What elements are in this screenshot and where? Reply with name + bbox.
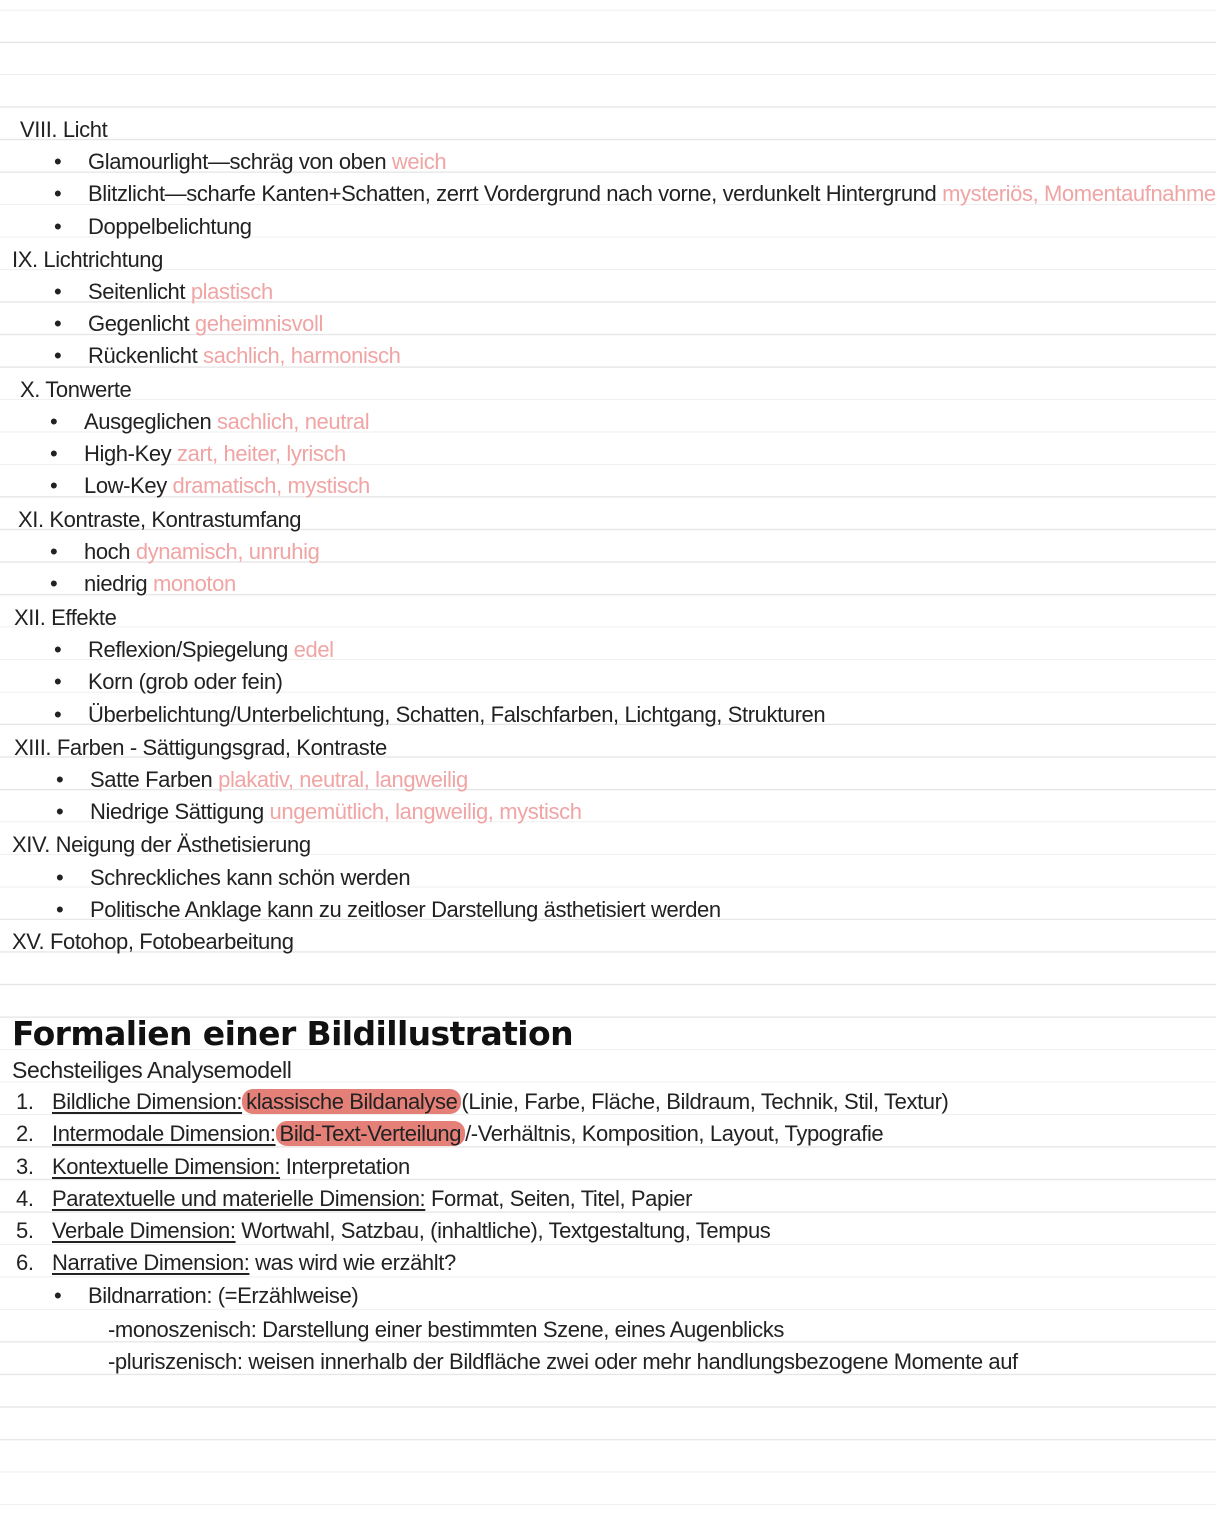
bullet-icon: •: [54, 279, 62, 304]
list-item: [54, 278, 273, 306]
item-rest: (Linie, Farbe, Fläche, Bildraum, Technik, Stil, Textur): [461, 1089, 949, 1114]
section-title-fotoshop: XV. Fotohop, Fotobearbeitung: [12, 929, 294, 954]
subheading: Sechsteiliges Analysemodell: [12, 1057, 292, 1083]
item-note: ungemütlich, langweilig, mystisch: [269, 799, 582, 824]
item-text: Politische Anklage kann zu zeitloser Darstellung ästhetisiert werden: [90, 897, 721, 922]
item-text: Niedrige Sättigung: [90, 799, 264, 824]
item-number: 6.: [16, 1250, 34, 1275]
list-item: [16, 1153, 410, 1181]
bullet-icon: •: [54, 669, 62, 694]
list-item: [16, 1120, 883, 1148]
item-text: High-Key: [84, 441, 172, 466]
item-text: Ausgeglichen: [84, 409, 212, 434]
item-number: 4.: [16, 1186, 34, 1211]
item-text: Korn (grob oder fein): [88, 669, 283, 694]
list-item: [54, 701, 825, 729]
item-text: Blitzlicht—scharfe Kanten+Schatten, zerrt Vordergrund nach vorne, verdunkelt Hintergrund: [88, 181, 937, 206]
item-label: Bildliche Dimension:: [52, 1089, 243, 1114]
item-note: dynamisch, unruhig: [135, 539, 320, 564]
section-title-lichtrichtung: IX. Lichtrichtung: [12, 247, 163, 272]
list-item: [56, 864, 410, 892]
list-item: [50, 570, 236, 598]
item-note: plakativ, neutral, langweilig: [218, 767, 468, 792]
list-item: [54, 180, 1216, 208]
item-text: Doppelbelichtung: [88, 214, 252, 239]
bullet-icon: •: [50, 409, 58, 434]
list-item: [16, 1249, 456, 1277]
list-item: [54, 636, 334, 664]
item-label: Verbale Dimension:: [52, 1218, 236, 1243]
bullet-icon: •: [50, 571, 58, 596]
list-item: [54, 213, 252, 241]
bullet-icon: •: [56, 767, 64, 792]
bullet-icon: •: [54, 214, 62, 239]
item-text: Bildnarration: (=Erzählweise): [88, 1283, 359, 1308]
section-title-tonwerte: X. Tonwerte: [20, 377, 132, 402]
section-title-licht: VIII. Licht: [20, 117, 108, 142]
list-item: [54, 310, 323, 338]
section-title-farben: XIII. Farben - Sättigungsgrad, Kontraste: [14, 735, 387, 760]
item-text: Reflexion/Spiegelung: [88, 637, 288, 662]
list-item: [56, 798, 582, 826]
item-number: 2.: [16, 1121, 34, 1146]
sub-item: -pluriszenisch: weisen innerhalb der Bildfläche zwei oder mehr handlungsbezogene Momente auf: [108, 1349, 1018, 1374]
list-item: [16, 1088, 948, 1116]
bullet-icon: •: [54, 149, 62, 174]
list-item: [56, 896, 721, 924]
page-heading: Formalien einer Bildillustration: [12, 1014, 573, 1053]
item-rest: Interpretation: [285, 1154, 410, 1179]
item-text: Überbelichtung/Unterbelichtung, Schatten, Falschfarben, Lichtgang, Strukturen: [88, 702, 826, 727]
item-note: sachlich, harmonisch: [203, 343, 401, 368]
item-text: niedrig: [84, 571, 148, 596]
item-label: Kontextuelle Dimension:: [52, 1154, 281, 1179]
highlighted-text: klassische Bildanalyse: [242, 1089, 461, 1114]
item-note: weich: [391, 149, 447, 174]
item-label: Paratextuelle und materielle Dimension:: [52, 1186, 426, 1211]
item-rest: /-Verhältnis, Komposition, Layout, Typografie: [465, 1121, 884, 1146]
highlighted-text: Bild-Text-Verteilung: [276, 1121, 466, 1146]
item-note: mysteriös, Momentaufnahme: [942, 181, 1216, 206]
bullet-icon: •: [56, 897, 64, 922]
item-number: 3.: [16, 1154, 34, 1179]
list-item: [56, 766, 468, 794]
item-note: zart, heiter, lyrisch: [177, 441, 346, 466]
list-item: [54, 668, 283, 696]
bullet-icon: •: [54, 311, 62, 336]
item-number: 1.: [16, 1089, 34, 1114]
item-text: Seitenlicht: [88, 279, 186, 304]
item-rest: was wird wie erzählt?: [255, 1250, 456, 1275]
item-note: monoton: [152, 571, 236, 596]
bullet-icon: •: [56, 865, 64, 890]
item-note: plastisch: [190, 279, 273, 304]
sub-item: -monoszenisch: Darstellung einer bestimmten Szene, eines Augenblicks: [108, 1317, 784, 1342]
item-number: 5.: [16, 1218, 34, 1243]
item-note: geheimnisvoll: [194, 311, 323, 336]
item-text: hoch: [84, 539, 131, 564]
list-item: [54, 1282, 358, 1310]
bullet-icon: •: [54, 181, 62, 206]
bullet-icon: •: [54, 343, 62, 368]
bullet-icon: •: [50, 473, 58, 498]
bullet-icon: •: [54, 637, 62, 662]
item-label: Intermodale Dimension:: [52, 1121, 276, 1146]
bullet-icon: •: [50, 539, 58, 564]
list-item: [50, 408, 369, 436]
item-text: Gegenlicht: [88, 311, 190, 336]
list-item: [50, 472, 370, 500]
item-note: dramatisch, mystisch: [172, 473, 370, 498]
item-label: Narrative Dimension:: [52, 1250, 250, 1275]
list-item: [54, 342, 400, 370]
list-item: [50, 538, 319, 566]
item-text: Schreckliches kann schön werden: [90, 865, 411, 890]
item-rest: Wortwahl, Satzbau, (inhaltliche), Textgestaltung, Tempus: [241, 1218, 771, 1243]
item-text: Rückenlicht: [88, 343, 198, 368]
item-text: Glamourlight—schräg von oben: [88, 149, 387, 174]
section-title-kontraste: XI. Kontraste, Kontrastumfang: [18, 507, 302, 532]
bullet-icon: •: [50, 441, 58, 466]
section-title-effekte: XII. Effekte: [14, 605, 117, 630]
item-text: Low-Key: [84, 473, 167, 498]
section-title-aesthetisierung: XIV. Neigung der Ästhetisierung: [12, 832, 311, 857]
item-rest: Format, Seiten, Titel, Papier: [431, 1186, 693, 1211]
bullet-icon: •: [54, 702, 62, 727]
list-item: [16, 1217, 770, 1245]
list-item: [54, 148, 446, 176]
bullet-icon: •: [56, 799, 64, 824]
bullet-icon: •: [54, 1283, 62, 1308]
item-text: Satte Farben: [90, 767, 213, 792]
list-item: [16, 1185, 692, 1213]
list-item: [50, 440, 346, 468]
item-note: sachlich, neutral: [217, 409, 370, 434]
item-note: edel: [293, 637, 334, 662]
